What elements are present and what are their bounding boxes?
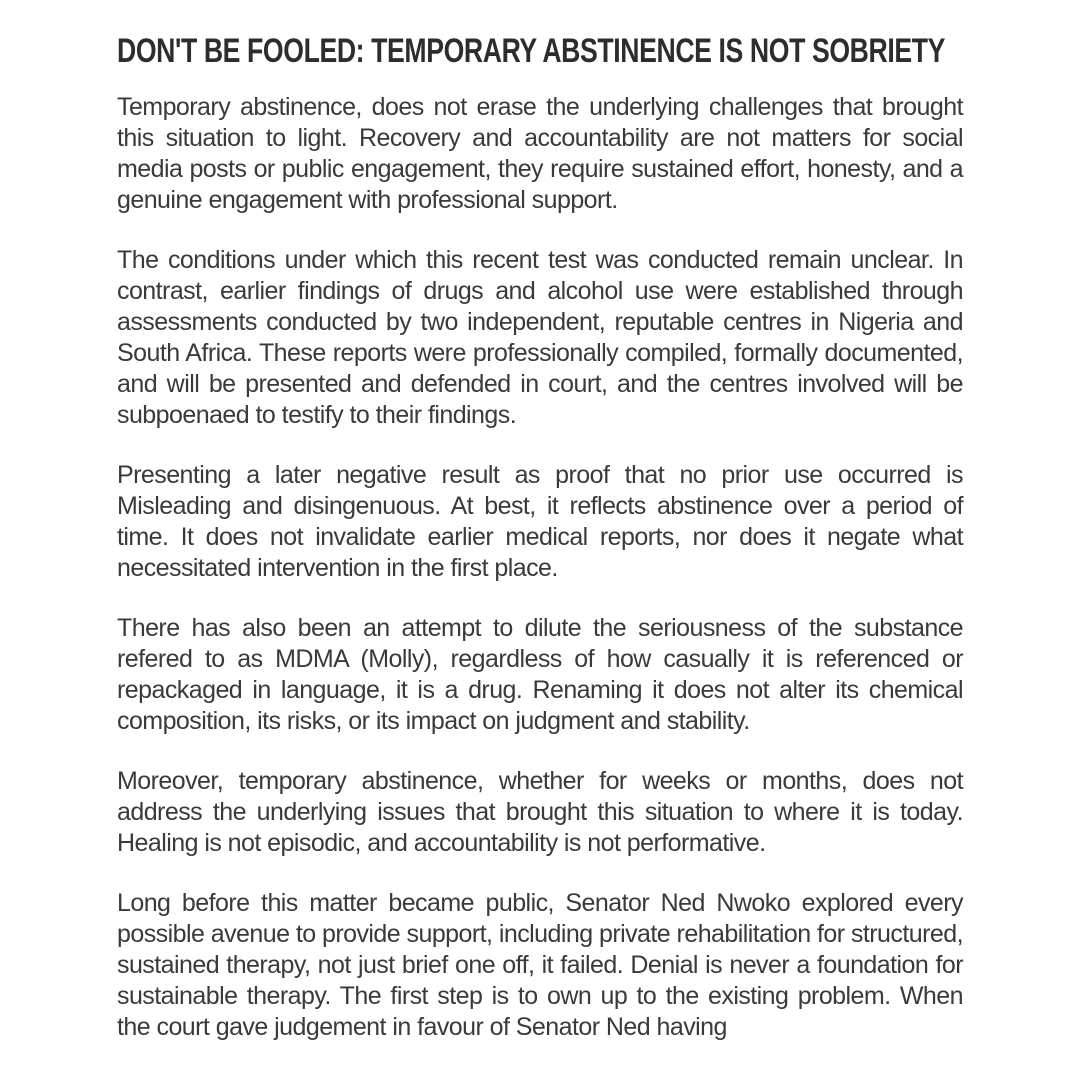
paragraph-1: Temporary abstinence, does not erase the underlying challenges that brought this situation to light. Recovery and accountability are not matters for social media posts or public engagement, they require sustained effort, honesty, and a genuine engagement with professional support. [117, 93, 963, 214]
paragraph-2: The conditions under which this recent test was conducted remain unclear. In contrast, earlier findings of drugs and alcohol use were established through assessments conducted by two independent, reputable centres in Nigeria and South Africa. These reports were professionally compiled, formally documented, and will be presented and defended in court, and the centres involved will be subpoenaed to testify to their findings. [117, 246, 963, 429]
paragraph-3: Presenting a later negative result as proof that no prior use occurred is Misleading and disingenuous. At best, it reflects abstinence over a period of time. It does not invalidate earlier medical reports, nor does it negate what necessitated intervention in the first place. [117, 461, 963, 582]
paragraph-5: Moreover, temporary abstinence, whether for weeks or months, does not address the underlying issues that brought this situation to where it is today. Healing is not episodic, and accountability is not performative. [117, 767, 963, 857]
paragraph-4: There has also been an attempt to dilute the seriousness of the substance refered to as MDMA (Molly), regardless of how casually it is referenced or repackaged in language, it is a drug. Renaming it does not alter its chemical composition, its risks, or its impact on judgment and stability. [117, 614, 963, 735]
page-title-text: DON'T BE FOOLED: TEMPORARY ABSTINENCE IS NOT SOBRIETY [117, 32, 946, 70]
paragraph-6-truncated: Long before this matter became public, Senator Ned Nwoko explored every possible avenue to provide support, including private rehabilitation for structured, sustained therapy, not just brief one off, it failed. Denial is never a foundation for sustainable therapy. The first step is to own up to the existing problem. When the court gave judgement in favour of Senator Ned having [117, 889, 963, 1041]
page-title [117, 32, 945, 70]
